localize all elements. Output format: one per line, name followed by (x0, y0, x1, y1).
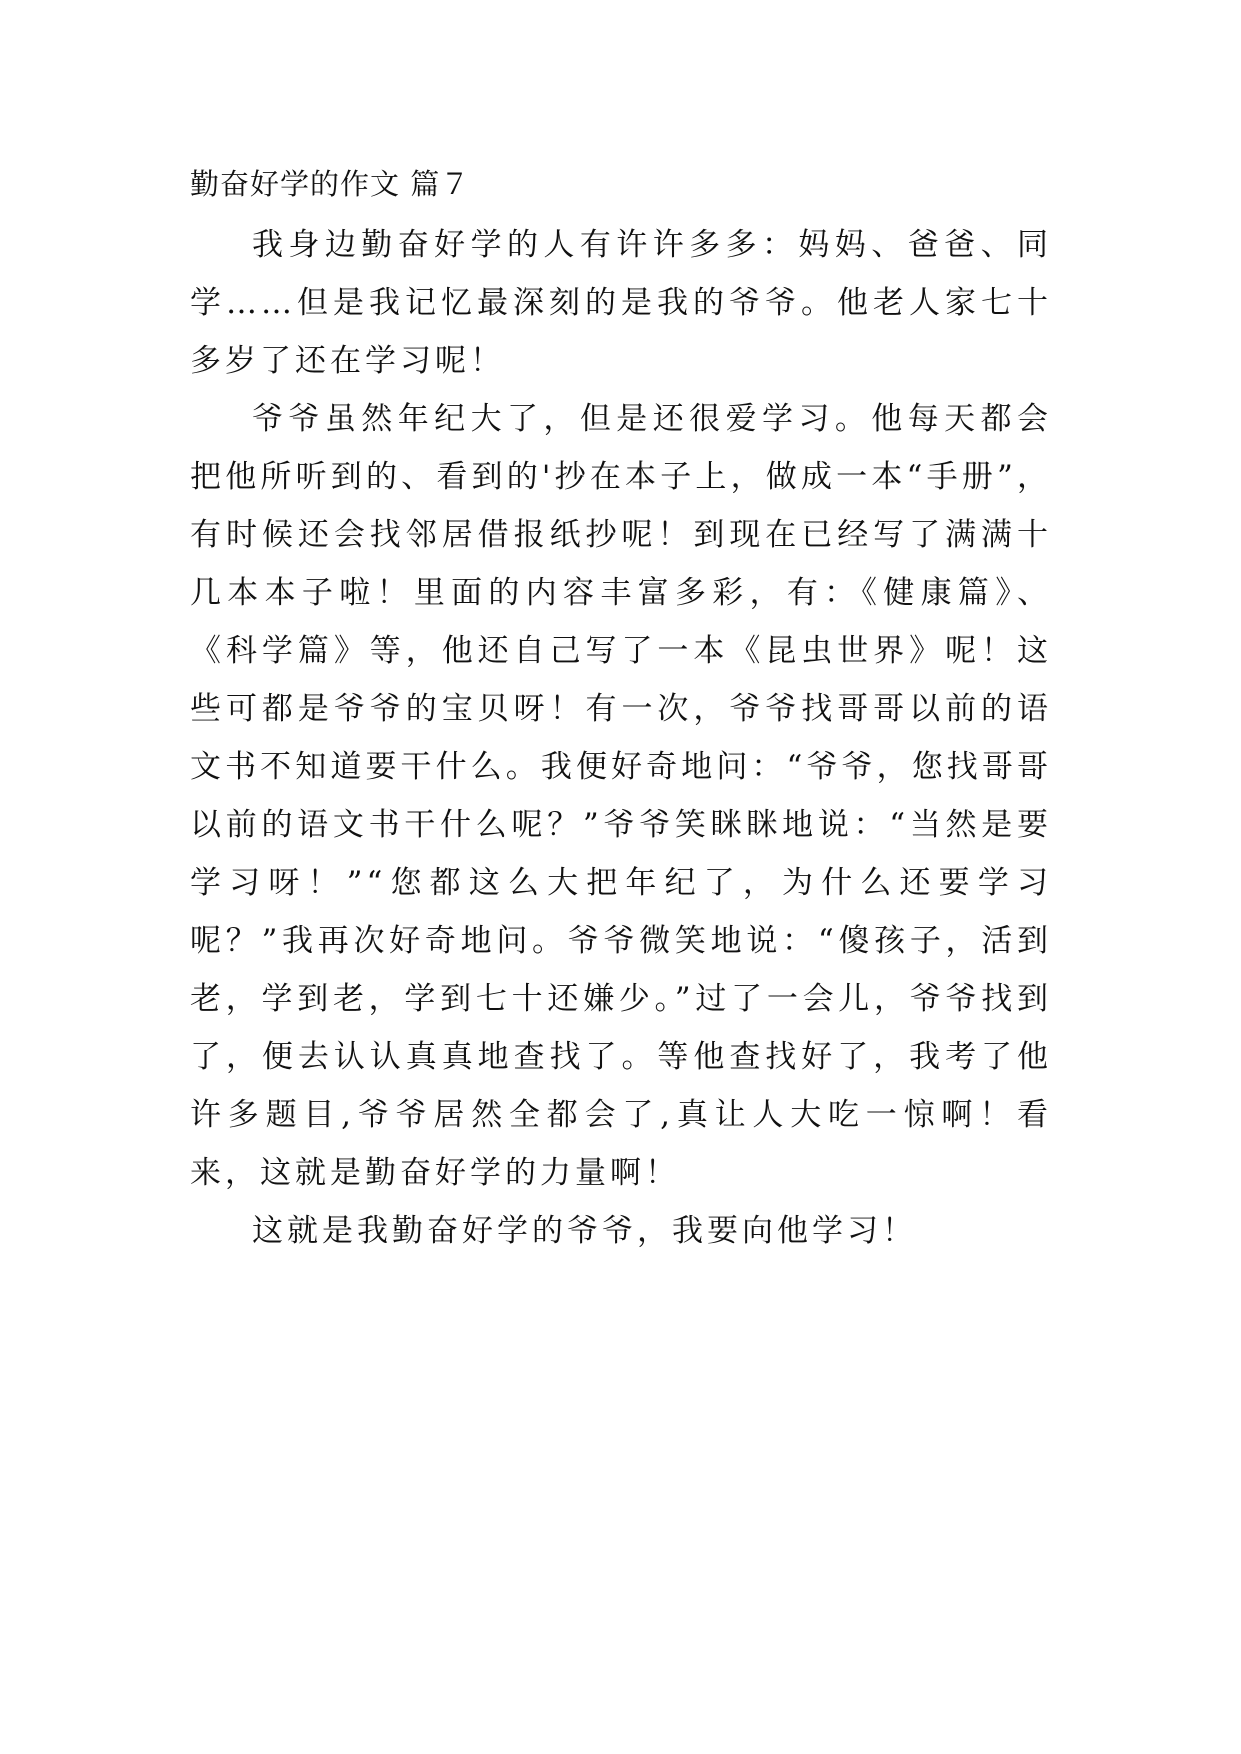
document-title: 勤奋好学的作文 篇７ (190, 167, 471, 201)
document-body (190, 216, 1052, 1260)
paragraph-1: 我身边勤奋好学的人有许许多多：妈妈、爸爸、同学……但是我记忆最深刻的是我的爷爷。他老人家七十多岁了还在学习呢！ (190, 227, 1052, 379)
paragraph-2: 爷爷虽然年纪大了，但是还很爱学习。他每天都会把他所听到的、看到的'抄在本子上，做成一本“手册”，有时候还会找邻居借报纸抄呢！到现在已经写了满满十几本本子啦！里面的内容丰富多彩，有：《健康篇》、《科学篇》等，他还自己写了一本《昆虫世界》呢！这些可都是爷爷的宝贝呀！有一次，爷爷找哥哥以前的语文书不知道要干什么。我便好奇地问：“爷爷，您找哥哥以前的语文书干什么呢？”爷爷笑眯眯地说：“当然是要学习呀！”“您都这么大把年纪了，为什么还要学习呢？”我再次好奇地问。爷爷微笑地说：“傻孩子，活到老，学到老，学到七十还嫌少。”过了一会儿，爷爷找到了，便去认认真真地查找了。等他查找好了，我考了他许多题目,爷爷居然全都会了,真让人大吃一惊啊！看来，这就是勤奋好学的力量啊！ (190, 401, 1052, 1191)
paragraph-3: 这就是我勤奋好学的爷爷，我要向他学习！ (252, 1213, 917, 1249)
